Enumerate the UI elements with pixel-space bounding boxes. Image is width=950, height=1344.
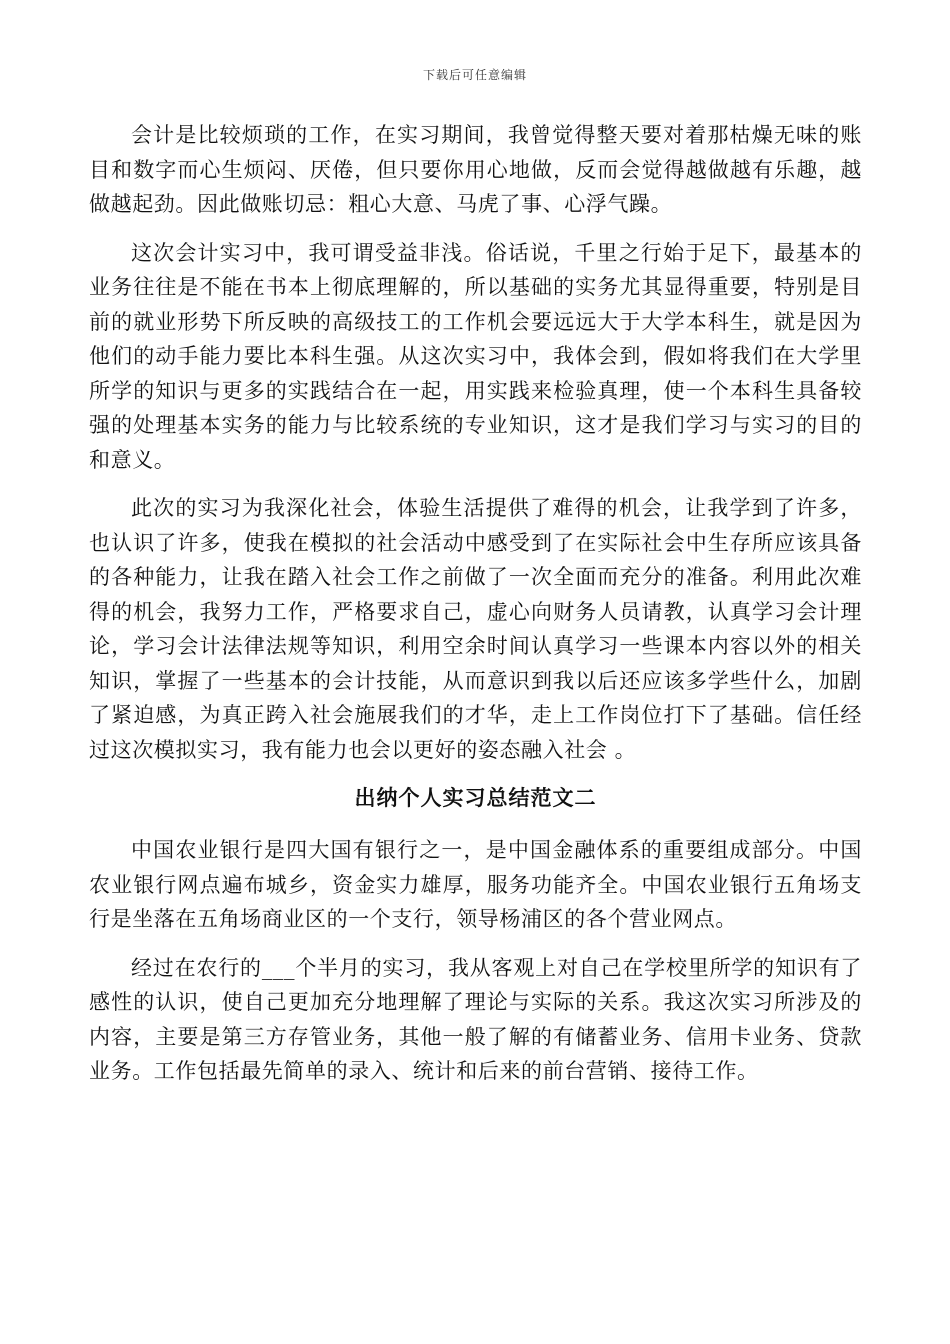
section-title: 出纳个人实习总结范文二	[354, 785, 597, 810]
document-body	[89, 118, 862, 1089]
paragraph-1: 会计是比较烦琐的工作，在实习期间，我曾觉得整天要对着那枯燥无味的账目和数字而心生烦闷、厌倦，但只要你用心地做，反而会觉得越做越有乐趣，越做越起劲。因此做账切忌：粗心大意、马虎了事、心浮气躁。	[89, 123, 862, 216]
header-note: 下载后可任意编辑	[422, 68, 527, 82]
paragraph-2: 这次会计实习中，我可谓受益非浅。俗话说，千里之行始于足下，最基本的业务往往是不能在书本上彻底理解的，所以基础的实务尤其显得重要，特别是目前的就业形势下所反映的高级技工的工作机会要远远大于大学本科生，就是因为他们的动手能力要比本科生强。从这次实习中，我体会到，假如将我们在大学里所学的知识与更多的实践结合在一起，用实践来检验真理，使一个本科生具备较强的处理基本实务的能力与比较系统的专业知识，这才是我们学习与实习的目的和意义。	[89, 240, 862, 472]
paragraph-5: 经过在农行的___个半月的实习，我从客观上对自己在学校里所学的知识有了感性的认识，使自己更加充分地理解了理论与实际的关系。我这次实习所涉及的内容，主要是第三方存管业务，其他一般了解的有储蓄业务、信用卡业务、贷款业务。工作包括最先简单的录入、统计和后来的前台营销、接待工作。	[89, 955, 862, 1083]
paragraph-4: 中国农业银行是四大国有银行之一，是中国金融体系的重要组成部分。中国农业银行网点遍布城乡，资金实力雄厚，服务功能齐全。中国农业银行五角场支行是坐落在五角场商业区的一个支行，领导杨浦区的各个营业网点。	[89, 838, 862, 931]
paragraph-3: 此次的实习为我深化社会，体验生活提供了难得的机会，让我学到了许多，也认识了许多，使我在模拟的社会活动中感受到了在实际社会中生存所应该具备的各种能力，让我在踏入社会工作之前做了一次全面而充分的准备。利用此次难得的机会，我努力工作，严格要求自己，虚心向财务人员请教，认真学习会计理论，学习会计法律法规等知识，利用空余时间认真学习一些课本内容以外的相关知识，掌握了一些基本的会计技能，从而意识到我以后还应该多学些什么，加剧了紧迫感，为真正跨入社会施展我们的才华，走上工作岗位打下了基础。信任经过这次模拟实习，我有能力也会以更好的姿态融入社会 。	[89, 496, 862, 762]
